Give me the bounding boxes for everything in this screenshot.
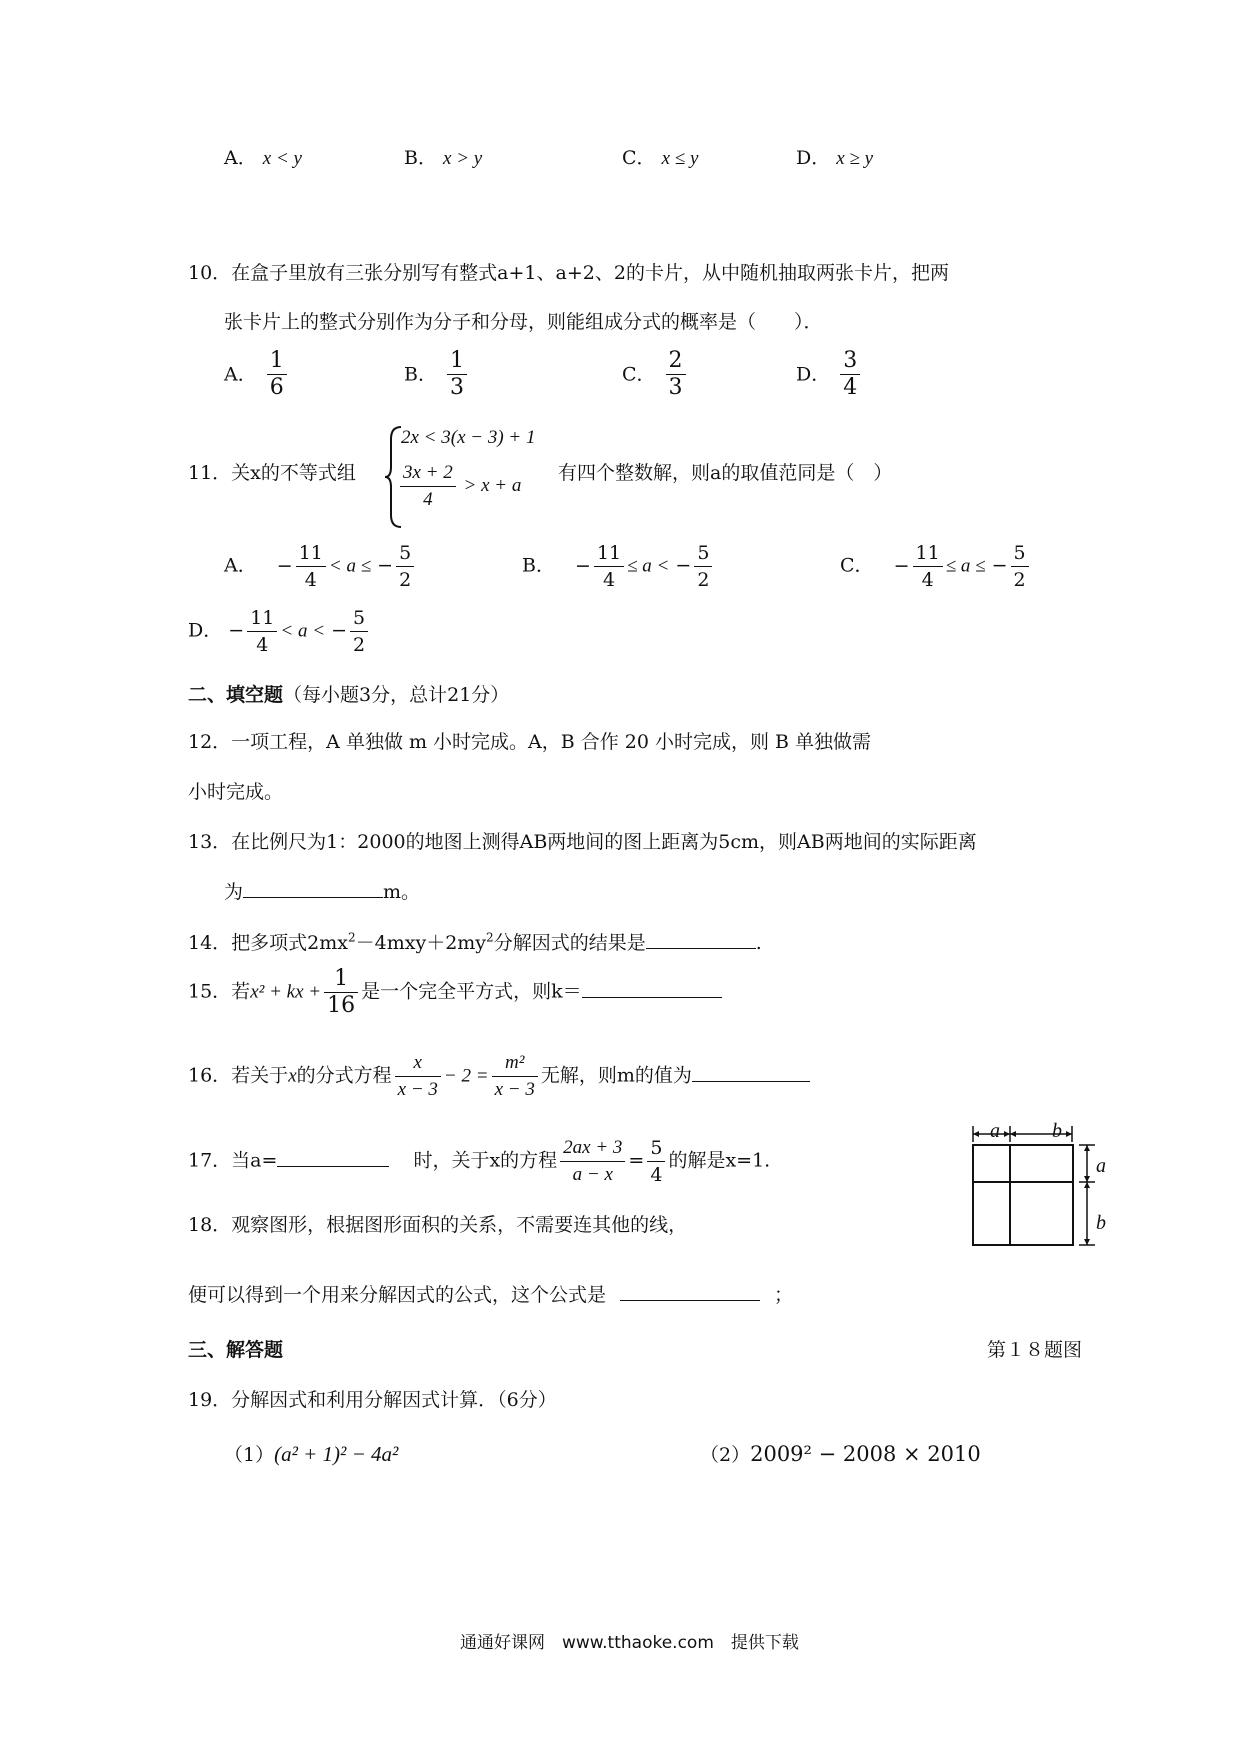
part-label: （1） — [224, 1444, 275, 1466]
text: ； — [774, 1284, 794, 1306]
text: 分解因式的结果是 — [493, 932, 646, 954]
numerator: 11 — [913, 540, 943, 567]
q11-option-c: C． − $\frac{11}{4}$ ≤ a ≤ − $\frac{5}{2}$ — [840, 540, 1032, 593]
rhs: > x + a — [463, 474, 522, 496]
relation: < a ≤ — [328, 555, 372, 577]
denominator: 2 — [1013, 569, 1026, 591]
text: 的解是x=1. — [668, 1149, 771, 1172]
numerator: 11 — [247, 605, 277, 632]
q19-part-1 — [224, 1440, 398, 1467]
text: m。 — [383, 881, 421, 903]
q10-option-a — [224, 348, 290, 401]
expression: x² + kx + — [250, 981, 322, 1003]
numerator: 5 — [694, 540, 712, 567]
q10-option-b — [404, 348, 470, 401]
section-2-heading — [188, 680, 509, 707]
answer-blank[interactable] — [692, 1063, 810, 1082]
dimension-label-a-side: a — [1096, 1155, 1106, 1177]
answer-blank[interactable] — [243, 879, 383, 898]
numerator: 5 — [396, 540, 414, 567]
q16-text — [188, 1050, 810, 1103]
q14-text — [188, 928, 762, 955]
section-title: 二、填空题 — [188, 684, 284, 706]
option-label: A． — [224, 363, 257, 386]
text: 的分式方程 — [296, 1064, 392, 1087]
denominator: 6 — [269, 375, 284, 400]
numerator: 11 — [296, 540, 326, 567]
expression: (a² + 1)² − 4a² — [274, 1442, 399, 1466]
q11-suffix: 有四个整数解，则a的取值范同是（ ） — [558, 462, 893, 484]
q11-option-b: B． − $\frac{11}{4}$ ≤ a < − $\frac{5}{2}$ — [522, 540, 715, 593]
denominator: 4 — [843, 375, 858, 400]
q13-text-line1: 13．在比例尺为1：2000的地图上测得AB两地间的图上距离为5cm，则AB两地间的实际距离 — [188, 831, 977, 853]
q13-text-line2 — [224, 877, 420, 904]
option-label: C． — [622, 363, 656, 386]
answer-blank[interactable] — [277, 1148, 389, 1167]
part-label: （2） — [700, 1444, 751, 1466]
option-label: A． — [224, 147, 257, 169]
text: 为 — [224, 881, 244, 903]
numerator: 1 — [267, 348, 287, 375]
denominator: 4 — [650, 1164, 663, 1186]
numerator: 2ax + 3 — [560, 1135, 625, 1162]
expression: 2009² − 2008 × 2010 — [750, 1442, 981, 1466]
option-label: D． — [796, 147, 831, 169]
denominator: 4 — [423, 489, 433, 510]
denominator: 2 — [399, 569, 412, 591]
answer-blank[interactable] — [620, 1282, 760, 1301]
q18-text-line2 — [188, 1280, 793, 1307]
option-label: D． — [188, 619, 223, 642]
numerator: 5 — [350, 605, 368, 632]
relation: ≤ a < — [627, 555, 670, 577]
dimension-label-a-top: a — [990, 1120, 1000, 1142]
text: 是一个完全平方式，则k＝ — [361, 980, 582, 1003]
q18-figure-caption: 第１８题图 — [987, 1339, 1083, 1361]
denominator: 2 — [353, 634, 366, 656]
q9-option-b — [404, 143, 482, 170]
denominator: 4 — [256, 634, 269, 656]
numerator: 1 — [324, 966, 358, 993]
q12-text-line1: 12．一项工程，A 单独做 m 小时完成。A，B 合作 20 小时完成，则 B 单独做需 — [188, 731, 872, 753]
denominator: a − x — [572, 1164, 613, 1185]
text: 15．若 — [188, 980, 251, 1003]
text: 17．当a= — [188, 1149, 278, 1172]
exponent: 2 — [486, 930, 494, 945]
denominator: x − 3 — [397, 1079, 438, 1100]
section-3-heading: 三、解答题 — [188, 1339, 284, 1361]
numerator: 3x + 2 — [400, 460, 456, 487]
q10-text-line1: 10．在盒子里放有三张分别写有整式a+1、a+2、2的卡片，从中随机抽取两张卡片，把两 — [188, 262, 949, 284]
denominator: 2 — [697, 569, 710, 591]
option-label: B． — [522, 554, 555, 577]
q11-inequality-2 — [397, 460, 521, 513]
q11-option-a: A． − $\frac{11}{4}$ < a ≤ − $\frac{5}{2}$ — [224, 540, 417, 593]
numerator: 5 — [1011, 540, 1029, 567]
option-label: C． — [840, 554, 874, 577]
text: 时，关于x的方程 — [413, 1149, 558, 1172]
exponent: 2 — [348, 930, 356, 945]
denominator: 4 — [602, 569, 616, 591]
numerator: 1 — [447, 348, 467, 375]
section-note: （每小题3分，总计21分） — [283, 684, 510, 706]
q11-inequality-1: 2x < 3(x − 3) + 1 — [401, 427, 536, 448]
denominator: x − 3 — [494, 1079, 535, 1100]
text: 无解，则m的值为 — [540, 1064, 692, 1087]
numerator: 5 — [647, 1135, 665, 1162]
q9-option-c — [622, 143, 698, 170]
relation: < a < — [280, 620, 326, 642]
denominator: 4 — [921, 569, 934, 591]
option-text: x ≤ y — [661, 148, 699, 169]
option-label: C． — [622, 147, 656, 169]
numerator: 11 — [594, 540, 624, 567]
option-label: B． — [404, 363, 437, 386]
q10-option-d — [796, 348, 863, 401]
numerator: m² — [492, 1050, 538, 1077]
option-label: D． — [796, 363, 831, 386]
q18-text-line1: 18．观察图形，根据图形面积的关系，不需要连其他的线， — [188, 1214, 688, 1236]
operator: − 2 = — [443, 1065, 489, 1087]
denominator: 3 — [668, 375, 683, 400]
denominator: 4 — [304, 569, 317, 591]
dimension-label-b-side: b — [1096, 1212, 1106, 1234]
q11-option-d: D． − $\frac{11}{4}$ < a < − $\frac{5}{2}$ — [188, 605, 371, 658]
q15-text — [188, 966, 722, 1019]
dimension-label-b-top: b — [1052, 1120, 1062, 1142]
text: . — [755, 932, 762, 954]
text: 14．把多项式2mx — [188, 932, 348, 954]
option-label: B． — [404, 147, 437, 169]
option-text: x > y — [443, 148, 483, 169]
numerator: x — [395, 1050, 441, 1077]
q10-text-line2: 张卡片上的整式分别作为分子和分母，则能组成分式的概率是（ ）． — [224, 311, 823, 333]
denominator: 3 — [449, 375, 464, 400]
q19-part-2 — [700, 1440, 981, 1467]
footer-credit: 通通好课网 www.tthaoke.com 提供下载 — [460, 1633, 799, 1653]
numerator: 2 — [666, 348, 686, 375]
operator: = — [628, 1149, 645, 1172]
option-text: x ≥ y — [836, 148, 874, 169]
answer-blank[interactable] — [582, 979, 722, 998]
q9-option-a — [224, 143, 302, 170]
text: 便可以得到一个用来分解因式的公式，这个公式是 — [188, 1284, 607, 1306]
text: 16．若关于 — [188, 1064, 289, 1087]
relation: ≤ a ≤ — [945, 555, 986, 577]
q12-text-line2: 小时完成。 — [188, 781, 284, 803]
q10-option-c — [622, 348, 689, 401]
q19-text: 19．分解因式和利用分解因式计算．（6分） — [188, 1389, 557, 1411]
q17-text — [188, 1135, 770, 1188]
variable: x — [288, 1065, 297, 1087]
q11-prefix: 11．关x的不等式组 — [188, 462, 356, 484]
denominator: 16 — [327, 993, 356, 1018]
answer-blank[interactable] — [646, 930, 756, 949]
option-label: A． — [224, 554, 257, 577]
text: －4mxy＋2my — [355, 932, 487, 954]
option-text: x < y — [262, 148, 302, 169]
q9-option-d — [796, 143, 873, 170]
numerator: 3 — [840, 348, 860, 375]
